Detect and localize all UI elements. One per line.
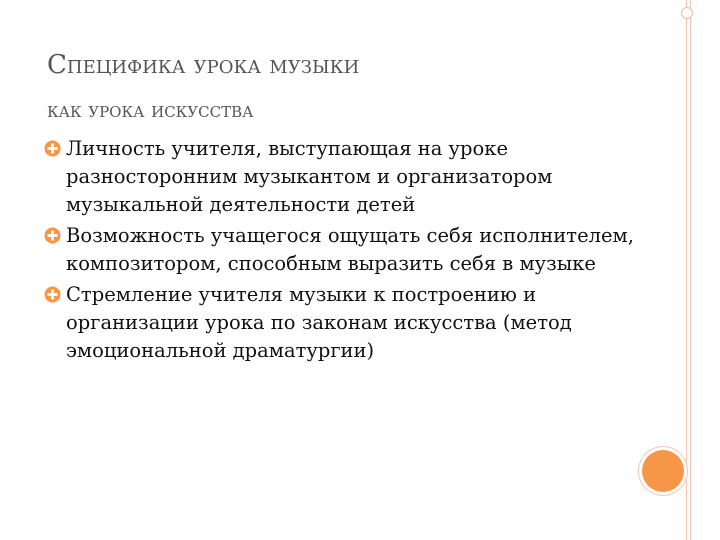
bullet-text-2: Возможность учащегося ощущать себя исполнителем, композитором, способным выразить себя в музыке xyxy=(66,224,634,275)
orange-circle-plus-icon xyxy=(44,227,61,244)
decorative-circle-bottom xyxy=(642,450,684,492)
bullet-text-1: Личность учителя, выступающая на уроке разносторонним музыкантом и организатором музыкальной деятельности детей xyxy=(66,137,553,216)
bullet-item-2 xyxy=(44,222,644,278)
slide-title-line-2: как урока искусства xyxy=(47,98,254,123)
decorative-vertical-line-right xyxy=(690,0,691,540)
slide-title-line-1: Специфика урока музыки xyxy=(47,50,360,81)
orange-circle-plus-icon xyxy=(44,140,61,157)
bullet-text-3: Стремление учителя музыки к построению и организации урока по законам искусства (метод эмоциональной драматургии) xyxy=(66,283,572,362)
orange-circle-plus-icon xyxy=(44,286,61,303)
bullet-item-3 xyxy=(44,281,644,365)
slide-title xyxy=(47,47,647,127)
bullet-item-1 xyxy=(44,135,644,219)
decorative-vertical-line-left xyxy=(686,0,687,540)
bullet-list xyxy=(44,135,644,368)
decorative-circle-top xyxy=(681,7,693,19)
